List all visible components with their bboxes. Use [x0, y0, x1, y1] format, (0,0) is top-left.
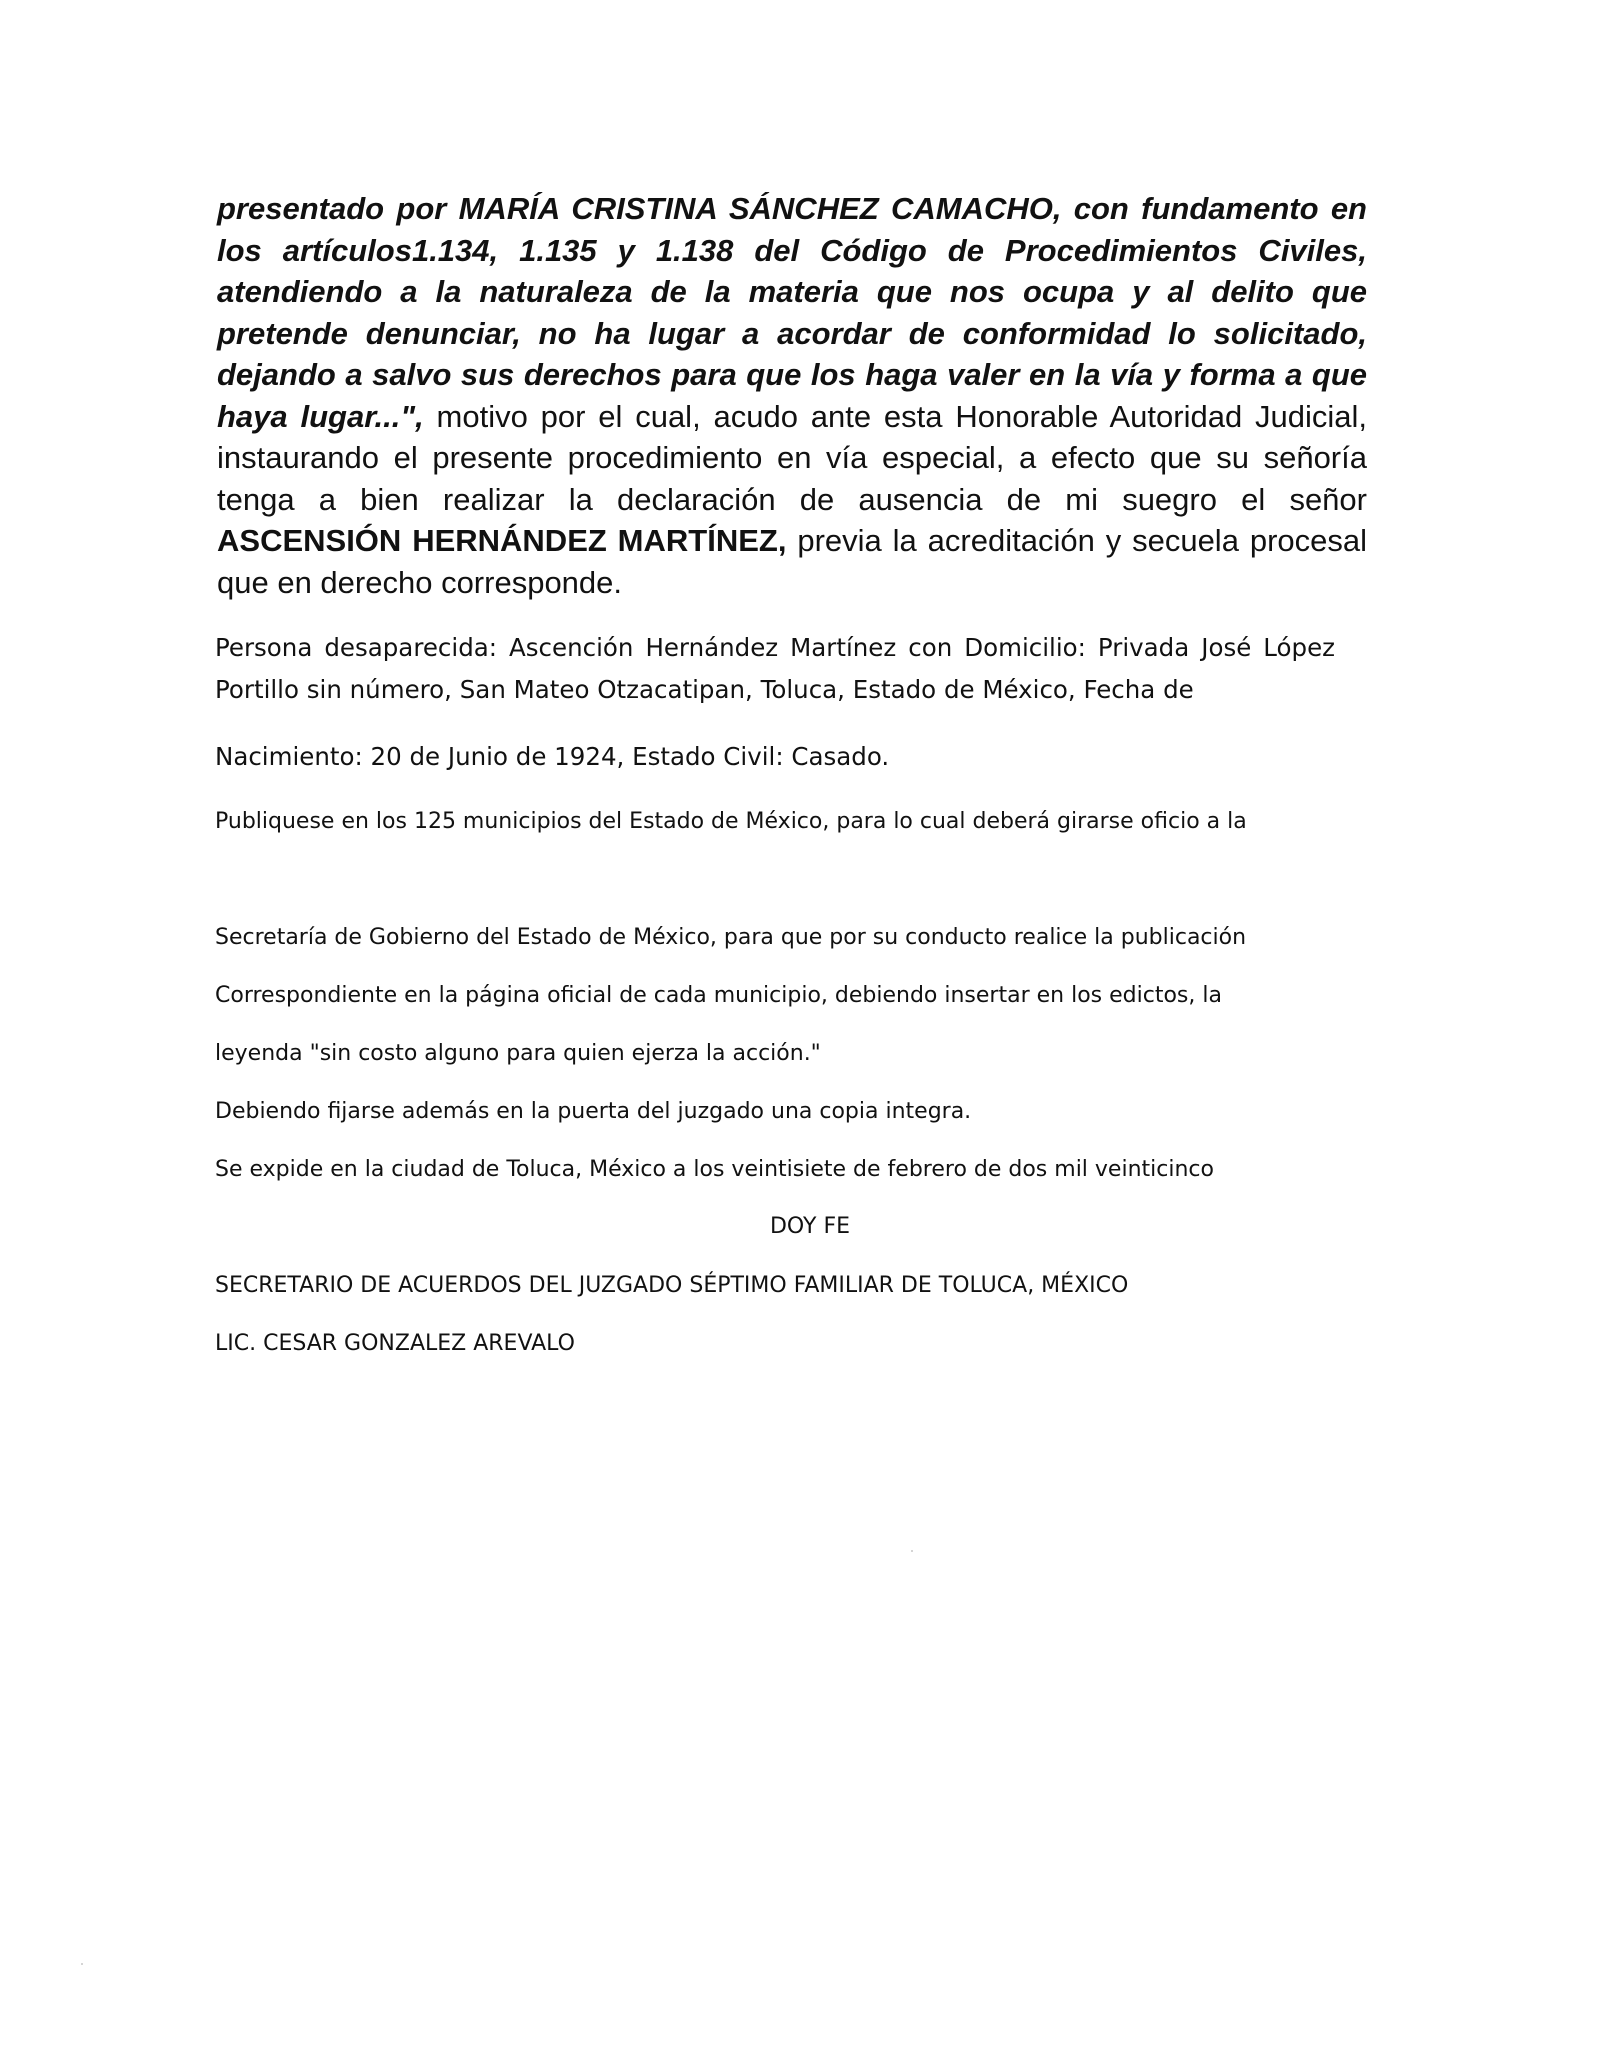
- missing-person-name: ASCENSIÓN HERNÁNDEZ MARTÍNEZ,: [217, 523, 787, 558]
- issued-line: Se expide en la ciudad de Toluca, México a los veintisiete de febrero de dos mil veinticinco: [215, 1157, 1214, 1182]
- paragraph-text-before-name: motivo por el cual, acudo ante esta Honorable Autoridad Judicial, instaurando el presente procedimiento en vía especial, a efecto que su señoría tenga a bien realizar la declaración de ausencia de mi suegro el señor: [217, 398, 1367, 517]
- publication-line-4: leyenda "sin costo alguno para quien ejerza la acción.": [215, 1041, 821, 1066]
- secretary-title: SECRETARIO DE ACUERDOS DEL JUZGADO SÉPTIMO FAMILIAR DE TOLUCA, MÉXICO: [215, 1273, 1129, 1298]
- person-line-1: Persona desaparecida: Ascención Hernández Martínez con Domicilio: Privada José López: [215, 633, 1335, 662]
- secretary-name: LIC. CESAR GONZALEZ AREVALO: [215, 1331, 575, 1356]
- person-line-2: Portillo sin número, San Mateo Otzacatipan, Toluca, Estado de México, Fecha de: [215, 675, 1194, 704]
- doy-fe: DOY FE: [769, 1214, 851, 1239]
- publication-line-1: Publiquese en los 125 municipios del Estado de México, para lo cual deberá girarse oficio a la: [215, 809, 1247, 834]
- main-paragraph: [217, 188, 1367, 603]
- resolution-quote: presentado por MARÍA CRISTINA SÁNCHEZ CAMACHO, con fundamento en los artículos1.134, 1.135 y 1.138 del Código de Procedimientos Civiles, atendiendo a la naturaleza de la materia que nos ocupa y al delito que pretende denunciar, no ha lugar a acordar de conformidad lo solicitado, dejando a salvo sus derechos para que los haga valer en la vía y forma a que haya lugar...",: [217, 191, 1367, 434]
- scan-speck: [81, 1963, 83, 1965]
- publication-line-3: Correspondiente en la página oficial de cada municipio, debiendo insertar en los edictos, la: [215, 983, 1222, 1008]
- publication-line-2: Secretaría de Gobierno del Estado de México, para que por su conducto realice la publicación: [215, 925, 1247, 950]
- person-line-3: Nacimiento: 20 de Junio de 1924, Estado Civil: Casado.: [215, 742, 890, 771]
- posting-line: Debiendo fijarse además en la puerta del juzgado una copia integra.: [215, 1099, 972, 1124]
- scan-speck: [911, 1550, 913, 1552]
- paragraph-text-after-name: previa la acreditación y secuela procesal que en derecho corresponde.: [217, 523, 1367, 600]
